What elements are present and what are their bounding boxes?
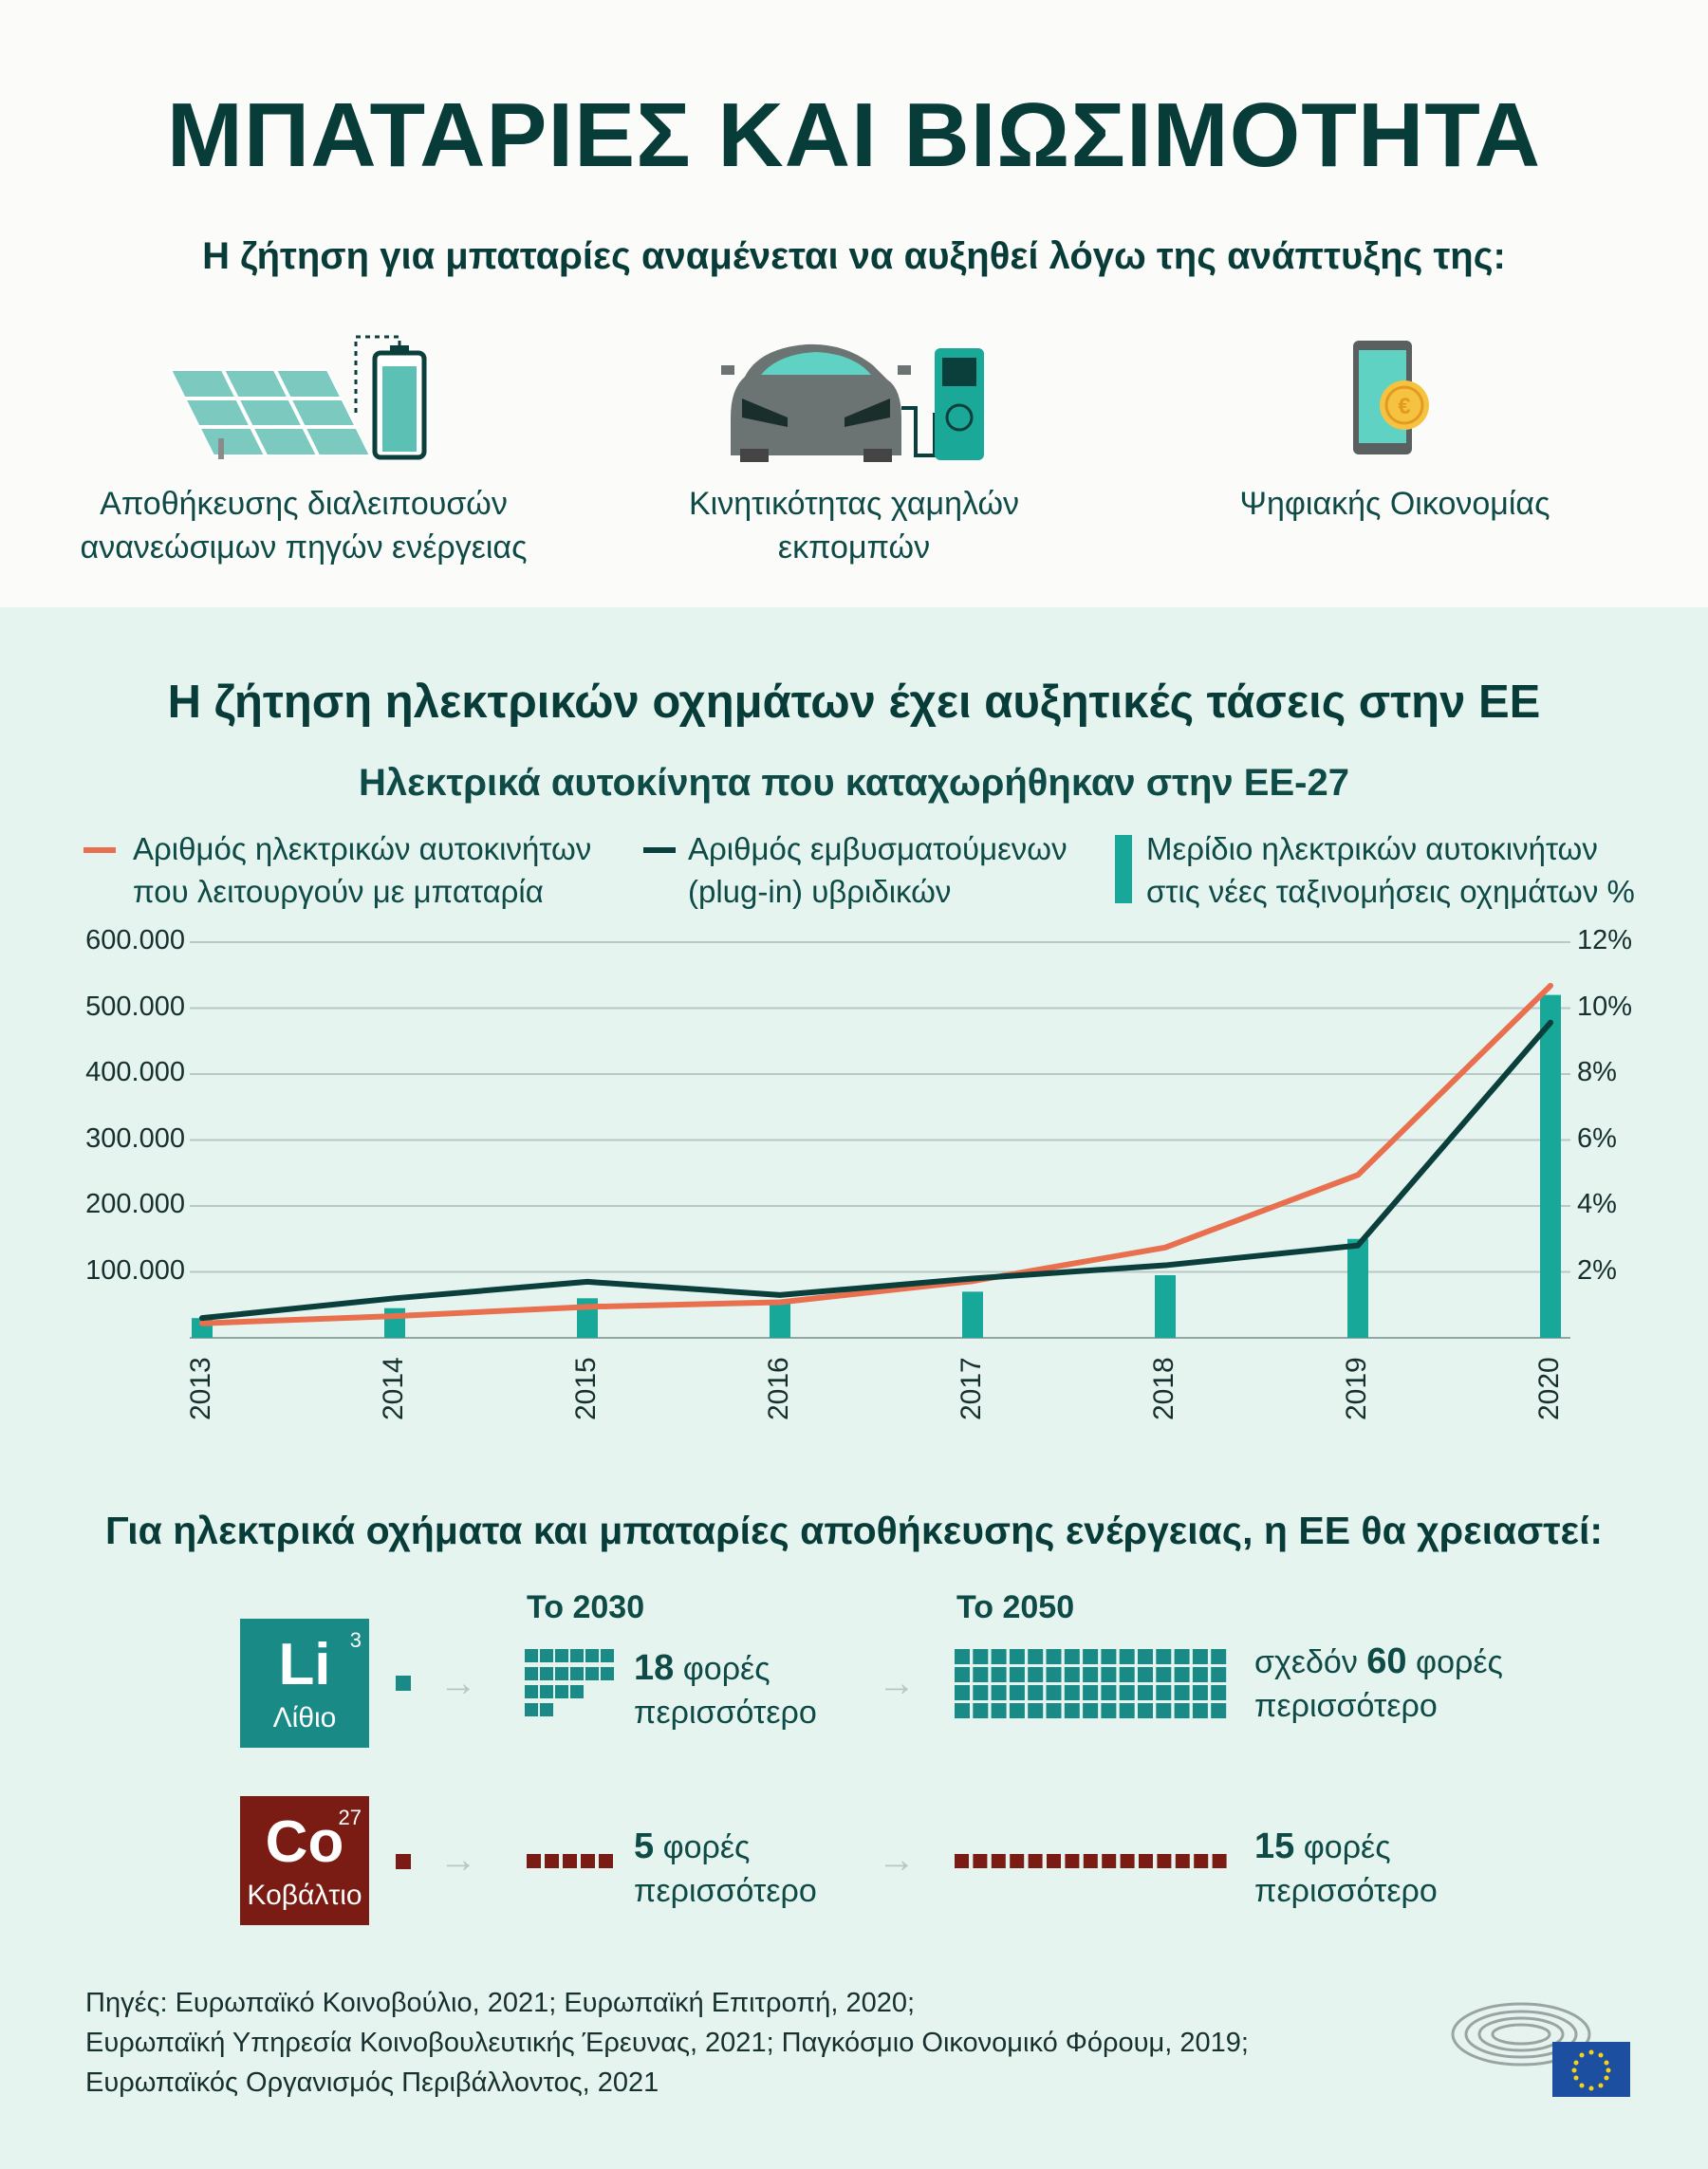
quantity-square: [540, 1685, 553, 1698]
quantity-square: [1065, 1854, 1079, 1868]
electric-car-charger-icon: [721, 337, 992, 465]
quantity-square: [555, 1667, 568, 1680]
quantity-square: [525, 1649, 538, 1662]
lithium-2030-text: 18 φορές περισσότερο: [634, 1648, 817, 1731]
y-right-tick-label: 12%: [1577, 925, 1633, 955]
y-left-tick-label: 200.000: [85, 1189, 185, 1219]
quantity-square: [1010, 1667, 1025, 1682]
quantity-square: [1084, 1854, 1098, 1868]
quantity-square: [525, 1685, 538, 1698]
driver-label-digital: Ψηφιακής Οικονομίας: [1239, 486, 1550, 522]
quantity-square: [1175, 1649, 1190, 1664]
quantity-square: [1138, 1649, 1153, 1664]
arrow-icon: →: [878, 1662, 916, 1704]
quantity-square: [1028, 1667, 1043, 1682]
quantity-square: [525, 1667, 538, 1680]
page-subtitle: Η ζήτηση για μπαταρίες αναμένεται να αυξηθεί λόγω της ανάπτυξης της:: [202, 235, 1506, 277]
quantity-square: [992, 1685, 1007, 1700]
cobalt-2050-text: 15 φορές περισσότερο: [1254, 1826, 1438, 1909]
legend-share: Μερίδιο ηλεκτρικών αυτοκινήτων στις νέες ταξινομήσεις οχημάτων %: [1146, 831, 1635, 909]
x-tick-label: 2018: [1148, 1357, 1179, 1420]
quantity-square: [601, 1667, 614, 1680]
arrow-icon: →: [439, 1839, 477, 1881]
quantity-square: [1175, 1685, 1190, 1700]
chart-section-heading: Η ζήτηση ηλεκτρικών οχημάτων έχει αυξητικές τάσεις στην ΕΕ: [167, 677, 1541, 728]
quantity-square: [973, 1649, 988, 1664]
quantity-square: [1083, 1685, 1098, 1700]
quantity-square: [973, 1854, 987, 1868]
sources: [85, 1983, 1249, 2103]
quantity-square: [1102, 1854, 1116, 1868]
y-right-tick-label: 2%: [1577, 1254, 1617, 1286]
quantity-square: [570, 1667, 584, 1680]
legend-swatch-bev: [84, 847, 116, 853]
solar-battery-icon: [166, 332, 441, 460]
quantity-square: [1083, 1667, 1098, 1682]
driver-label-mobility: Κινητικότητας χαμηλών εκπομπών: [688, 486, 1020, 565]
quantity-square: [1120, 1703, 1135, 1718]
source-line: Ευρωπαϊκός Οργανισμός Περιβάλλοντος, 2021: [85, 2067, 659, 2098]
quantity-square: [992, 1854, 1006, 1868]
quantity-square: [1047, 1667, 1062, 1682]
cobalt-2030-row: [527, 1852, 622, 1873]
quantity-square: [955, 1667, 970, 1682]
quantity-square: [992, 1667, 1007, 1682]
page-title: ΜΠΑΤΑΡΙΕΣ ΚΑΙ ΒΙΩΣΙΜΟΤΗΤΑ: [166, 84, 1542, 186]
y-left-tick-label: 400.000: [85, 1057, 185, 1087]
quantity-square: [1010, 1854, 1024, 1868]
arrow-icon: →: [439, 1662, 477, 1704]
source-line: Ευρωπαϊκή Υπηρεσία Κοινοβουλευτικής Έρευνας, 2021; Παγκόσμιο Οικονομικό Φόρουμ, 2019;: [85, 2028, 1249, 2058]
cobalt-2030-text: 5 φορές περισσότερο: [634, 1826, 817, 1909]
quantity-square: [540, 1649, 553, 1662]
quantity-square: [1065, 1685, 1080, 1700]
year-2030-label: Το 2030: [527, 1589, 645, 1625]
quantity-square: [1157, 1854, 1171, 1868]
quantity-square: [1156, 1667, 1171, 1682]
quantity-square: [1101, 1703, 1116, 1718]
quantity-square: [1047, 1649, 1062, 1664]
quantity-square: [1120, 1685, 1135, 1700]
quantity-square: [1120, 1649, 1135, 1664]
source-line: Πηγές: Ευρωπαϊκό Κοινοβούλιο, 2021; Ευρωπαϊκή Επιτροπή, 2020;: [85, 1988, 916, 2018]
arrow-icon: →: [878, 1839, 916, 1881]
quantity-square: [525, 1703, 538, 1716]
quantity-square: [1211, 1685, 1226, 1700]
quantity-square: [1176, 1854, 1190, 1868]
x-tick-label: 2013: [185, 1357, 216, 1420]
x-tick-label: 2020: [1533, 1357, 1565, 1420]
bar-share-2018: [1155, 1275, 1176, 1338]
european-parliament-logo-icon: [1450, 1996, 1635, 2101]
quantity-square: [570, 1685, 584, 1698]
quantity-square: [1028, 1703, 1043, 1718]
quantity-square: [540, 1703, 553, 1716]
y-left-tick-label: 300.000: [85, 1122, 185, 1154]
quantity-square: [1065, 1667, 1080, 1682]
quantity-square: [1029, 1854, 1043, 1868]
cobalt-today-square: [396, 1854, 411, 1869]
quantity-square: [1211, 1703, 1226, 1718]
lithium-2030-grid: [525, 1649, 620, 1725]
quantity-square: [1121, 1854, 1135, 1868]
x-tick-label: 2014: [378, 1357, 409, 1420]
quantity-square: [570, 1649, 584, 1662]
quantity-square: [992, 1703, 1007, 1718]
quantity-square: [955, 1649, 970, 1664]
quantity-square: [1101, 1685, 1116, 1700]
quantity-square: [955, 1703, 970, 1718]
lithium-element-tile: Li 3 Λίθιο: [240, 1619, 369, 1748]
quantity-square: [973, 1667, 988, 1682]
quantity-square: [1156, 1649, 1171, 1664]
quantity-square: [599, 1854, 613, 1868]
cobalt-2050-row: [955, 1852, 1239, 1873]
quantity-square: [973, 1685, 988, 1700]
y-right-tick-label: 4%: [1577, 1189, 1617, 1219]
y-left-tick-label: 100.000: [85, 1254, 185, 1286]
bar-share-2019: [1347, 1239, 1368, 1338]
quantity-square: [1211, 1649, 1226, 1664]
lithium-today-square: [396, 1676, 411, 1691]
x-tick-label: 2015: [570, 1357, 602, 1420]
smartphone-euro-icon: [1347, 337, 1442, 460]
quantity-square: [955, 1854, 969, 1868]
quantity-square: [540, 1667, 553, 1680]
x-tick-label: 2019: [1341, 1357, 1372, 1420]
quantity-square: [1175, 1667, 1190, 1682]
quantity-square: [1010, 1649, 1025, 1664]
quantity-square: [1101, 1667, 1116, 1682]
quantity-square: [545, 1854, 559, 1868]
chart-title: Ηλεκτρικά αυτοκίνητα που καταχωρήθηκαν στην ΕΕ-27: [359, 762, 1349, 804]
quantity-square: [1193, 1685, 1208, 1700]
quantity-square: [1047, 1685, 1062, 1700]
lithium-2050-text: σχεδόν 60 φορές περισσότερο: [1254, 1641, 1503, 1724]
quantity-square: [1065, 1703, 1080, 1718]
quantity-square: [1193, 1703, 1208, 1718]
quantity-square: [555, 1685, 568, 1698]
quantity-square: [1010, 1685, 1025, 1700]
driver-label-renewables: Αποθήκευσης διαλειπουσών ανανεώσιμων πηγών ενέργειας: [80, 486, 528, 565]
y-left-tick-label: 600.000: [85, 925, 185, 955]
bar-share-2014: [384, 1308, 405, 1338]
quantity-square: [1083, 1703, 1098, 1718]
quantity-square: [955, 1685, 970, 1700]
quantity-square: [563, 1854, 577, 1868]
y-right-tick-label: 8%: [1577, 1057, 1617, 1087]
cobalt-element-tile: Co 27 Κοβάλτιο: [240, 1796, 369, 1925]
y-right-tick-label: 6%: [1577, 1122, 1617, 1154]
quantity-square: [1138, 1685, 1153, 1700]
quantity-square: [1175, 1703, 1190, 1718]
quantity-square: [527, 1854, 541, 1868]
quantity-square: [1213, 1854, 1227, 1868]
year-2050-label: Το 2050: [956, 1589, 1075, 1625]
y-right-tick-label: 10%: [1577, 991, 1633, 1022]
x-tick-label: 2017: [956, 1357, 987, 1420]
quantity-square: [1139, 1854, 1153, 1868]
quantity-square: [1101, 1649, 1116, 1664]
quantity-square: [1065, 1649, 1080, 1664]
quantity-square: [585, 1649, 599, 1662]
x-tick-label: 2016: [763, 1357, 794, 1420]
quantity-square: [1120, 1667, 1135, 1682]
quantity-square: [1047, 1703, 1062, 1718]
bar-share-2017: [962, 1291, 983, 1338]
y-left-tick-label: 500.000: [85, 991, 185, 1022]
quantity-square: [1193, 1667, 1208, 1682]
materials-heading: Για ηλεκτρικά οχήματα και μπαταρίες αποθήκευσης ενέργειας, η ΕΕ θα χρειαστεί:: [104, 1509, 1604, 1552]
quantity-square: [1156, 1703, 1171, 1718]
quantity-square: [1138, 1703, 1153, 1718]
quantity-square: [1211, 1667, 1226, 1682]
quantity-square: [1193, 1649, 1208, 1664]
quantity-square: [1194, 1854, 1208, 1868]
quantity-square: [585, 1667, 599, 1680]
quantity-square: [1028, 1649, 1043, 1664]
quantity-square: [973, 1703, 988, 1718]
quantity-square: [1083, 1649, 1098, 1664]
bar-share-2016: [770, 1302, 790, 1338]
svg-text:€: €: [1398, 394, 1411, 419]
legend-bev: Αριθμός ηλεκτρικών αυτοκινήτων που λειτουργούν με μπαταρία: [133, 831, 592, 909]
quantity-square: [1047, 1854, 1061, 1868]
quantity-square: [1010, 1703, 1025, 1718]
quantity-square: [1156, 1685, 1171, 1700]
legend-swatch-phev: [643, 847, 676, 853]
ev-chart: [0, 911, 1708, 1442]
bar-share-2020: [1540, 995, 1561, 1338]
legend-swatch-share: [1115, 835, 1132, 903]
lithium-2050-grid: [955, 1649, 1235, 1725]
quantity-square: [555, 1649, 568, 1662]
quantity-square: [601, 1649, 614, 1662]
quantity-square: [1138, 1667, 1153, 1682]
legend-phev: Αριθμός εμβυσματούμενων (plug-in) υβριδικών: [688, 831, 1068, 909]
quantity-square: [992, 1649, 1007, 1664]
quantity-square: [581, 1854, 595, 1868]
quantity-square: [1028, 1685, 1043, 1700]
